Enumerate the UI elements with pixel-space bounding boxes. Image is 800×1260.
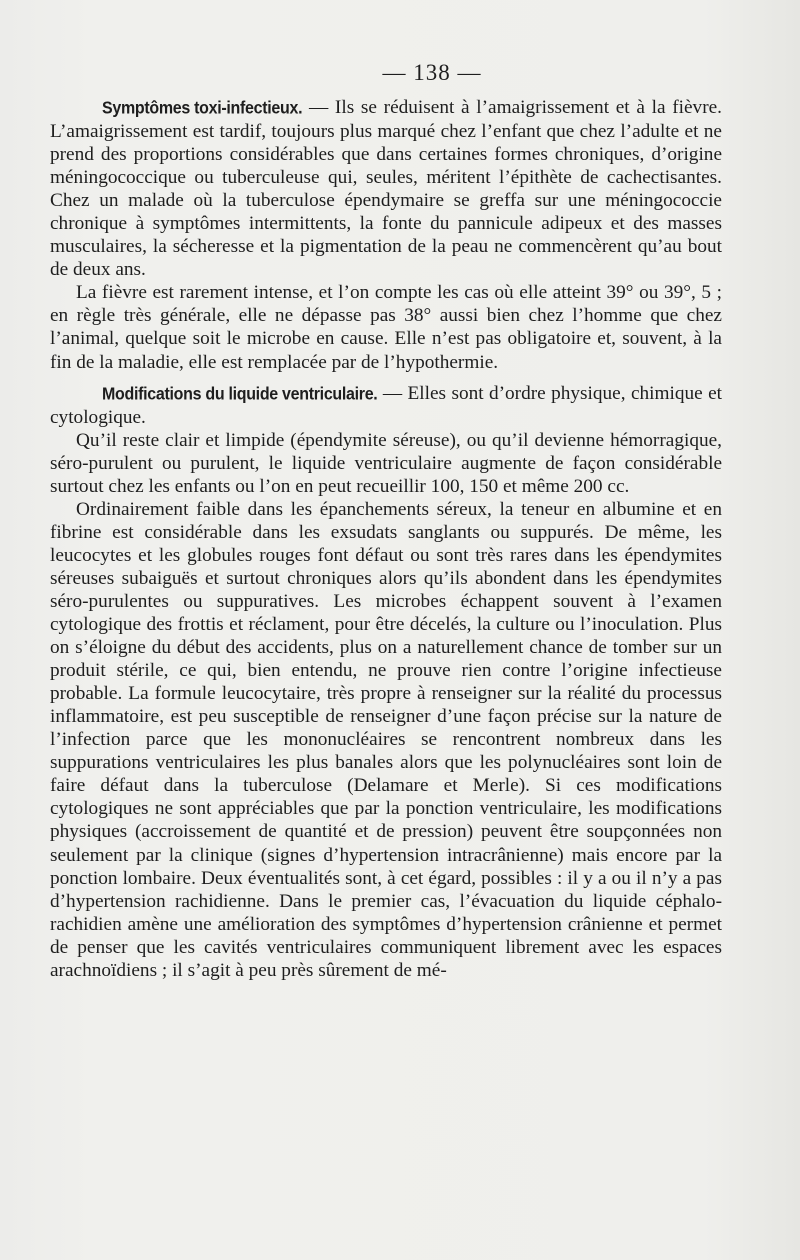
section-heading-liquide-ventriculaire: Modifications du liquide ventriculaire. [102, 384, 378, 404]
paragraph-text: — Ils se réduisent à l’amaigrissement et à la fièvre. L’amaigrissement est tardif, toujours plus marqué chez l’enfant que chez l’adulte et ne prend des proportions considérables que dans certaines formes chroniques, d’origine méningococcique ou tuberculeuse qui, seules, méritent l’épithète de cachectisantes. Chez un malade où la tuberculose épendymaire se greffa sur une méningococcie chronique à symptômes intermittents, la fonte du pannicule adipeux et des masses musculaires, la sécheresse et la pigmentation de la peau ne commencèrent qu’au bout de deux ans. [50, 97, 722, 281]
paragraph-text: — Elles sont d’ordre physique, chimique et cytologique. [50, 382, 722, 428]
paragraph-fievre: La fièvre est rarement intense, et l’on compte les cas où elle atteint 39° ou 39°, 5 ; en règle très générale, elle ne dépasse pas 38° aussi bien chez l’homme que chez l’animal, quelque soit le microbe en cause. Elle n’est pas obligatoire et, souvent, à la fin de la maladie, elle est remplacée par de l’hypothermie. [50, 282, 722, 373]
paragraph-composition-liquide: Ordinairement faible dans les épanchements séreux, la teneur en albumine et en fibrine est considérable dans les exsudats sanglants ou suppurés. De même, les leucocytes et les globules rouges font défaut ou sont très rares dans les épendymites séreuses subaiguës et surtout chroniques alors qu’ils abondent dans les épendymites séro-purulentes ou suppuratives. Les microbes échappent souvent à l’examen cytologique des frottis et réclament, pour être décelés, la culture ou l’inoculation. Plus on s’éloigne du début des accidents, plus on a naturellement chance de tomber sur un produit stérile, ce qui, bien entendu, ne prouve rien contre l’origine infectieuse probable. La formule leucocytaire, très propre à renseigner sur la réalité du processus inflammatoire, est peu susceptible de renseigner d’une façon précise sur la nature de l’infection parce que les mononucléaires se rencontrent nombreux dans les suppurations ventriculaires les plus banales alors que les polynucléaires sont loin de faire défaut dans la tuberculose (Delamare et Merle). Si ces modifications cytologiques ne sont appréciables que par la ponction ventriculaire, les modifications physiques (accroissement de quantité et de pression) peuvent être soupçonnées non seulement par la clinique (signes d’hypertension intracrânienne) mais encore par la ponction lombaire. Deux éventualités sont, à cet égard, possibles : il y a ou il n’y a pas d’hypertension rachidienne. Dans le premier cas, l’évacuation du liquide céphalo-rachidien amène une amélioration des symptômes d’hypertension crânienne et permet de penser que les cavités ventriculaires communiquent librement avec les espaces arachnoïdiens ; il s’agit à peu près sûrement de mé- [50, 498, 722, 981]
section-heading-toxi-infectieux: Symptômes toxi-infectieux. [102, 98, 303, 119]
paragraph-aspect-liquide: Qu’il reste clair et limpide (épendymite séreuse), ou qu’il devienne hémorragique, séro-purulent ou purulent, le liquide ventriculaire augmente de façon considérable surtout chez les enfants ou l’on en peut recueillir 100, 150 et même 200 cc. [50, 429, 722, 497]
section-liquide-ventriculaire-first-paragraph [50, 382, 722, 429]
section-toxi-infectieux-first-paragraph [50, 96, 722, 281]
page-body [50, 96, 722, 982]
page-number: — 138 — [382, 60, 482, 85]
